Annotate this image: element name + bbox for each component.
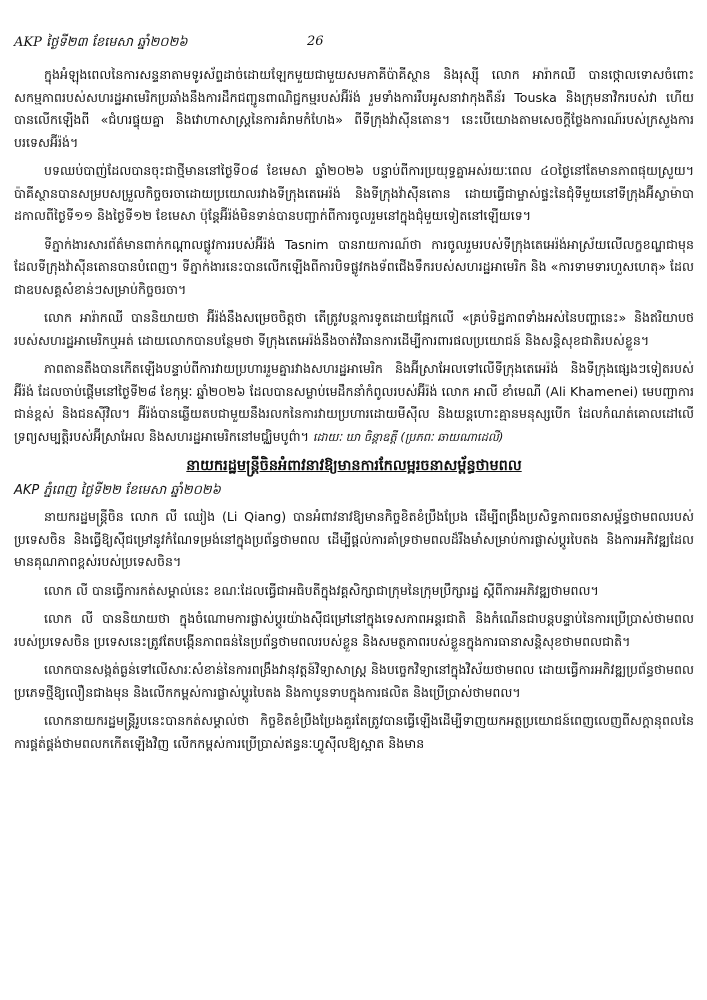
article-paragraph: លោកនាយករដ្ឋមន្ត្រីរូបនេះបានកត់សម្គាល់ថា កិច្ចខិតខំប្រឹងប្រែងគួរតែត្រូវបានធ្វើឡើងដើម្បីទាញយកអត្ថប្រយោជន៍ពេញលេញពីសក្តានុពលនៃការផ្គត់ផ្គង់ថាមពលកកើតឡើងវិញ លើកកម្ពស់ការប្រើប្រាស់ឥន្ធនៈហ្វូស៊ីលឱ្យស្អាត និងមាន xyxy=(14,713,694,751)
article-dateline: AKP ភ្នំពេញ ថ្ងៃទី២២ ខែមេសា ឆ្នាំ២០២៦ xyxy=(14,483,221,498)
article-paragraph: នាយករដ្ឋមន្ត្រីចិន លោក លី ឈៀង (Li Qiang) បានអំពាវនាវឱ្យមានកិច្ចខិតខំប្រឹងប្រែង ដើម្បីពង្រឹងប្រសិទ្ធភាពរចនាសម្ព័ន្ធថាមពលរបស់ប្រទេសចិន និងធ្វើឱ្យស៊ីជម្រៅនូវកំណែទម្រង់នៅក្នុងប្រព័ន្ធថាមពល ដើម្បីផ្តល់ការគាំទ្រថាមពលដ៏រឹងមាំសម្រាប់ការផ្លាស់ប្តូរបៃតង និងការអភិវឌ្ឍដែលមានគុណភាពខ្ពស់របស់ប្រទេសចិន។ xyxy=(14,509,694,569)
header-dateline: AKP ថ្ងៃទី២៣ ខែមេសា ឆ្នាំ២០២៦ xyxy=(14,35,188,50)
article-iran xyxy=(14,64,694,448)
article-paragraph: ក្នុងអំឡុងពេលនៃការសន្ទនាតាមទូរស័ព្ទដាច់ដោយឡែកមួយជាមួយសមភាគីប៉ាគីស្ថាន និងរុស្ស៊ី លោក អារ៉ាកឈី បានថ្កោលទោសចំពោះសកម្មភាពរបស់សហរដ្ឋអាមេរិកប្រឆាំងនឹងការដឹកជញ្ជូនពាណិជ្ជកម្មរបស់អ៊ីរ៉ង់ រួមទាំងការរឹបអូសនាវាកុងតឺន័រ Touska និងក្រុមនាវិករបស់វា ហើយបានលើកឡើងពី «ជំហរផ្ទុយគ្នា និងវោហាសាស្ត្រនៃការគំរាមកំហែង» ពីទីក្រុងវ៉ាស៊ីនតោន។ នេះបើយោងតាមសេចក្តីថ្លែងការណ៍របស់ក្រសួងការបរទេសអ៊ីរ៉ង់។ xyxy=(14,67,694,150)
page-header xyxy=(14,34,694,54)
article-paragraph: លោកបានសង្កត់ធ្ងន់ទៅលើសារៈសំខាន់នៃការពង្រឹងវានុវត្តន៍វិទ្យាសាស្ត្រ និងបច្ចេកវិទ្យានៅក្នុងវិស័យថាមពល ដោយធ្វើការអភិវឌ្ឍប្រព័ន្ធថាមពលប្រភេទថ្មីឱ្យលឿនជាងមុន និងលើកកម្ពស់ការផ្លាស់ប្តូរបៃតង និងកាបូនទាបក្នុងការផលិត និងប្រើប្រាស់ថាមពល។ xyxy=(14,662,694,700)
article-paragraph-text: ភាពតានតឹងបានកើតឡើងបន្ទាប់ពីការវាយប្រហាររួមគ្នារវាងសហរដ្ឋអាមេរិក និងអ៊ីស្រាអែលទៅលើទីក្រុងតេអេរ៉ង់ និងទីក្រុងផ្សេងៗទៀតរបស់អ៊ីរ៉ង់ ដែលចាប់ផ្តើមនៅថ្ងៃទី២៨ ខែកុម្ភៈ ឆ្នាំ២០២៦ ដែលបានសម្លាប់មេដឹកនាំកំពូលរបស់អ៊ីរ៉ង់ លោក អាលី ខាំមេណី (Ali Khamenei) មេបញ្ជាការជាន់ខ្ពស់ និងជនស៊ីវិល។ អ៊ីរ៉ង់បានឆ្លើយតបជាមួយនឹងរលកនៃការវាយប្រហារដោយមីស៊ីល និងយន្តហោះគ្មានមនុស្សបើក ដែលកំណត់គោលដៅលើទ្រព្យសម្បត្តិរបស់អ៊ីស្រាអែល និងសហរដ្ឋអាមេរិកនៅមជ្ឈិមបូព៌ា។ xyxy=(14,361,694,444)
article-paragraph: លោក លី បានធ្វើការកត់សម្គាល់នេះ ខណៈដែលធ្វើជាអធិបតីក្នុងវគ្គសិក្សាជាក្រុមនៃក្រុមប្រឹក្សារដ្ឋ ស្តីពីការអភិវឌ្ឍថាមពល។ xyxy=(44,582,599,598)
article-paragraph: លោក លី បាននិយាយថា ក្នុងចំណោមការផ្លាស់ប្តូរយ៉ាងស៊ីជម្រៅនៅក្នុងទេសភាពអន្តរជាតិ និងកំណើនជាបន្តបន្ទាប់នៃការប្រើប្រាស់ថាមពលរបស់ប្រទេសចិន ប្រទេសនេះត្រូវតែបង្កើនភាពធន់នៃប្រព័ន្ធថាមពលរបស់ខ្លួន និងសមត្ថភាពរបស់ខ្លួនក្នុងការធានាសន្តិសុខថាមពលជាតិ។ xyxy=(14,611,694,649)
article-china-energy xyxy=(14,454,694,755)
article-headline: នាយករដ្ឋមន្ត្រីចិនអំពាវនាវឱ្យមានការកែលម្អរចនាសម្ព័ន្ធថាមពល xyxy=(186,458,522,474)
page-number: 26 xyxy=(307,34,324,49)
article-credit: ដោយៈ ឃា ចិន្តាឧត្តី (ប្រភពៈ ឆាយណាដេលី) xyxy=(312,429,504,444)
article-paragraph: បទឈប់បាញ់ដែលបានចុះជាថ្មីមាននៅថ្ងៃទី០៨ ខែមេសា ឆ្នាំ២០២៦ បន្ទាប់ពីការប្រយុទ្ធគ្នាអស់រយៈពេល ៤០ថ្ងៃនៅតែមានភាពផុយស្រួយ។ ប៉ាគីស្ថានបានសម្របសម្រួលកិច្ចចរចាដោយប្រយោលរវាងទីក្រុងតេអេរ៉ង់ និងទីក្រុងវ៉ាស៊ីនតោន ដោយធ្វើជាម្ចាស់ផ្ទះនៃជុំទីមួយនៅទីក្រុងអ៊ីស្លាម៉ាបាដកាលពីថ្ងៃទី១១ និងថ្ងៃទី១២ ខែមេសា ប៉ុន្តែអ៊ីរ៉ង់មិនទាន់បានបញ្ជាក់ពីការចូលរួមនៅក្នុងជុំមួយទៀតនៅឡើយទេ។ xyxy=(14,163,694,223)
article-paragraph xyxy=(14,358,694,448)
page-body xyxy=(14,64,694,761)
article-paragraph: លោក អារ៉ាកឈី បាននិយាយថា អ៊ីរ៉ង់នឹងសម្រេចចិត្តថា តើត្រូវបន្តការទូតដោយផ្អែកលើ «គ្រប់ទិដ្ឋភាពទាំងអស់នៃបញ្ហានេះ» និងឥរិយាបថរបស់សហរដ្ឋអាមេរិកឬអត់ ដោយលោកបានបន្ថែមថា ទីក្រុងតេអេរ៉ង់នឹងចាត់វិធានការដើម្បីការពារផលប្រយោជន៍ និងសន្តិសុខជាតិរបស់ខ្លួន។ xyxy=(14,310,694,348)
article-paragraph: ទីភ្នាក់ងារសារព័ត៌មានពាក់កណ្តាលផ្លូវការរបស់អ៊ីរ៉ង់ Tasnim បានរាយការណ៍ថា ការចូលរួមរបស់ទីក្រុងតេអេរ៉ង់អាស្រ័យលើលក្ខខណ្ឌជាមុនដែលទីក្រុងវ៉ាស៊ីនតោនបានបំពេញ។ ទីភ្នាក់ងារនេះបានលើកឡើងពីការបិទផ្លូវកងទ័ពជើងទឹករបស់សហរដ្ឋអាមេរិក និង «ការទាមទារហួសហេតុ» ដែលជាឧបសគ្គសំខាន់ៗសម្រាប់កិច្ចចរចា។ xyxy=(14,236,694,297)
